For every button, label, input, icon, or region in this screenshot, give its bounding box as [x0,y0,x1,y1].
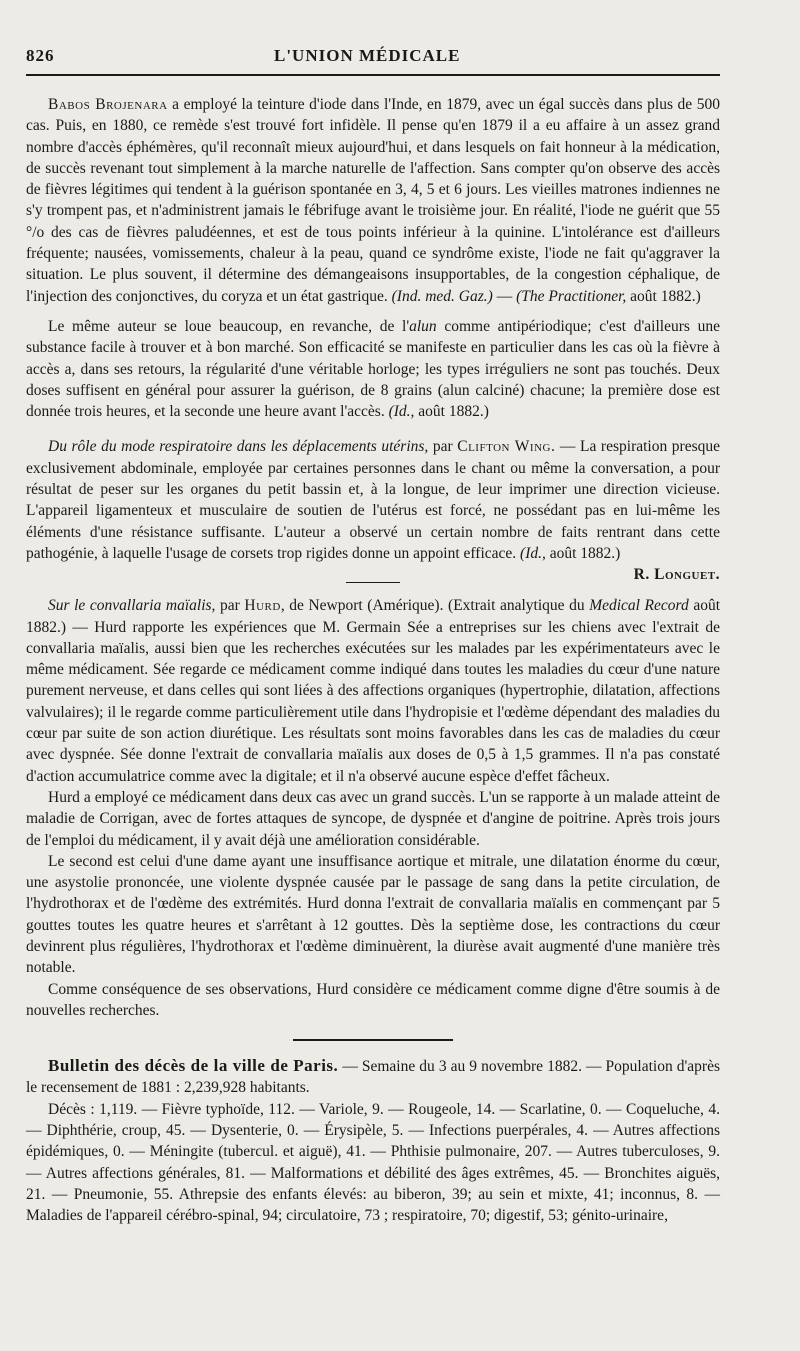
article1-text: a employé la teinture d'iode dans l'Inde, en 1879, avec un égal succès dans plus de 500 cas. Puis, en 1880, ce remède s'est trouvé fort infidèle. Il pense qu'en 1879 il a eu affaire à un assez grand nombre d'accès éphémères, qu'il reconnaît mieux aujourd'hui, et dans lesquels on fait honneur à la médication, de succès revenant tout simplement à la marche naturelle de l'affection. Sans compter qu'on observe des accès de fièvres légitimes qui tendent à la guérison spontanée en 3, 4, 5 et 6 jours. Les vieilles matrones indiennes ne s'y trompent pas, et n'administrent jamais le fébrifuge avant le troisième jour. En réalité, l'iode ne guérit que 55 °/o des cas de fièvres paludéennes, et est de tous points inférieur à la quinine. L'intolérance est d'ailleurs fréquente; nausées, vomissements, chaleur à la peau, quand ce syndrôme existe, l'iode ne fait qu'aggraver la situation. Le plus souvent, il détermine des démangeaisons insupportables, de la congestion céphalique, de l'injection des conjonctives, du coryza et un état gastrique. [26,96,720,305]
bulletin-heading [26,1055,720,1099]
article1-paragraph1 [26,94,720,307]
reference-date: août 1882.) [545,544,621,562]
page-number: 826 [26,46,55,65]
reference-separator: — [492,287,517,305]
running-title: L'UNION MÉDICALE [274,46,461,65]
section-separator [346,582,400,583]
article1-text: comme antipériodique; c'est d'ailleurs une substance facile à trouver et à bon marché. Son efficacité se manifeste en particulier dans les cas où la fièvre à accès a, dans ses retours, la régularité d'une véritable horloge; les types irréguliers ne sont pas touchés. Deux doses suffisent en général pour assurer la guérison, de 8 grains (alun calciné) chacune; la première dose est donnée trois heures, et la seconde une heure avant l'accès. [26,317,720,421]
signature: R. Longuet. [633,566,720,584]
journal-name: Medical Record [589,597,689,615]
by-word: par [428,438,458,456]
author-name: Babos Brojenara [48,96,168,113]
article-title: Du rôle du mode respiratoire dans les déplacements utérins, [48,438,429,456]
reference: (The Practitioner, [516,287,627,305]
article1-paragraph2 [26,316,720,422]
article2-text: — La respiration presque exclusivement abdominale, employée par certaines personnes dans le chant ou même la conversation, a pour résultat de peser sur les organes du petit bassin et, à la longue, de leur imprimer une direction vicieuse. L'appareil ligamenteux et musculaire de soutien de l'utérus est forcé, ne possédant pas en lui-même les éléments d'une résistance suffisante. L'auteur a observé un certain nombre de faits rentrant dans cette pathogénie, à laquelle l'usage de corsets trop rigides donne un appoint efficace. [26,438,720,562]
article3-paragraph3: Le second est celui d'une dame ayant une insuffisance aortique et mitrale, une dilatation énorme du cœur, une asystolie prononcée, une violente dyspnée causée par le passage de sang dans la petite circulation, de l'hydrothorax et de l'œdème des extrémités. Hurd donna l'extrait de convallaria maïalis en commençant par 5 gouttes toutes les quatre heures et s'arrêtant à 12 gouttes. Dès la septième dose, les contractions du cœur devinrent plus régulières, l'hydrothorax et l'œdème diminuèrent, la diurèse avait augmenté d'une manière très notable. [26,852,720,977]
article1-text: Le même auteur se loue beaucoup, en revanche, de l' [48,317,410,335]
article3-paragraph1 [26,595,720,787]
article2-paragraph [26,436,720,584]
author-name: Clifton Wing. [457,438,556,456]
article3-text: , de Newport (Amérique). (Extrait analytique du [280,597,590,615]
bulletin-title: Bulletin des décès de la ville de Paris. [48,1056,339,1076]
reference: (Id., [388,403,415,421]
section-separator [293,1039,453,1041]
alun-term: alun [409,317,437,335]
reference: (Id., [520,544,546,562]
page-header [26,40,720,70]
article3-text: août 1882.) — Hurd rapporte les expériences que M. Germain Sée a entreprises sur les chiens avec l'extrait de convallaria maïalis, aussi bien que les recherches exécutées sur les malades par les expérimentateurs avec le même médicament. Sée regarde ce médicament comme indiqué dans toutes les maladies du cœur d'une nature purement nerveuse, et dans celles qui sont liées à des affections organiques (hypertrophie, dilatation, affections valvulaires); il le regarde comme particulièrement utile dans l'hydropisie et l'œdème dépendant des maladies du cœur par suite de son action diurétique. Les résultats sont moins favorables dans les cas de maladies du cœur avec dyspnée. Sée donne l'extrait de convallaria maïalis aux doses de 0,5 à 1,5 grammes. Il n'a pas constaté d'action accumulatrice comme avec la digitale; et il n'a observé aucune espèce d'effet fâcheux. [26,597,720,785]
header-rule [26,74,720,76]
article3-paragraph4: Comme conséquence de ses observations, Hurd considère ce médicament comme digne d'être soumis à de nouvelles recherches. [26,980,720,1019]
reference-date: août 1882.) [626,287,701,305]
bulletin-deaths: Décès : 1,119. — Fièvre typhoïde, 112. — Variole, 9. — Rougeole, 14. — Scarlatine, 0. — Coqueluche, 4. — Diphthérie, croup, 45. — Dysenterie, 0. — Érysipèle, 5. — Infections puerpérales, 4. — Autres affections épidémiques, 0. — Méningite (tubercul. et aiguë), 41. — Phthisie pulmonaire, 207. — Autres tuberculoses, 9. — Autres affections générales, 81. — Malformations et débilité des âges extrêmes, 45. — Bronchites aiguës, 21. — Pneumonie, 55. Athrepsie des enfants élevés: au biberon, 39; au sein et mixte, 41; inconnus, 8. — Maladies de l'appareil cérébro-spinal, 94; circulatoire, 73 ; respiratoire, 70; digestif, 53; génito-urinaire, [26,1100,720,1225]
article-title: Sur le convallaria maïalis, [48,597,216,615]
bulletin-intro: — Semaine du 3 au 9 novembre 1882. — Population d'après le recensement de 1881 : 2,239,928 habitants. [26,1058,720,1097]
by-word: par [215,597,245,615]
article3-paragraph2: Hurd a employé ce médicament dans deux cas avec un grand succès. L'un se rapporte à un malade atteint de maladie de Corrigan, avec de fortes attaques de syncope, de dyspnée et d'angine de poitrine. Après trois jours de l'emploi du médicament, il y avait déjà une amélioration considérable. [26,788,720,849]
reference: (Ind. med. Gaz.) [391,287,493,305]
reference-date: août 1882.) [414,403,489,421]
article-body [26,94,720,1227]
author-name: Hurd [244,597,281,615]
